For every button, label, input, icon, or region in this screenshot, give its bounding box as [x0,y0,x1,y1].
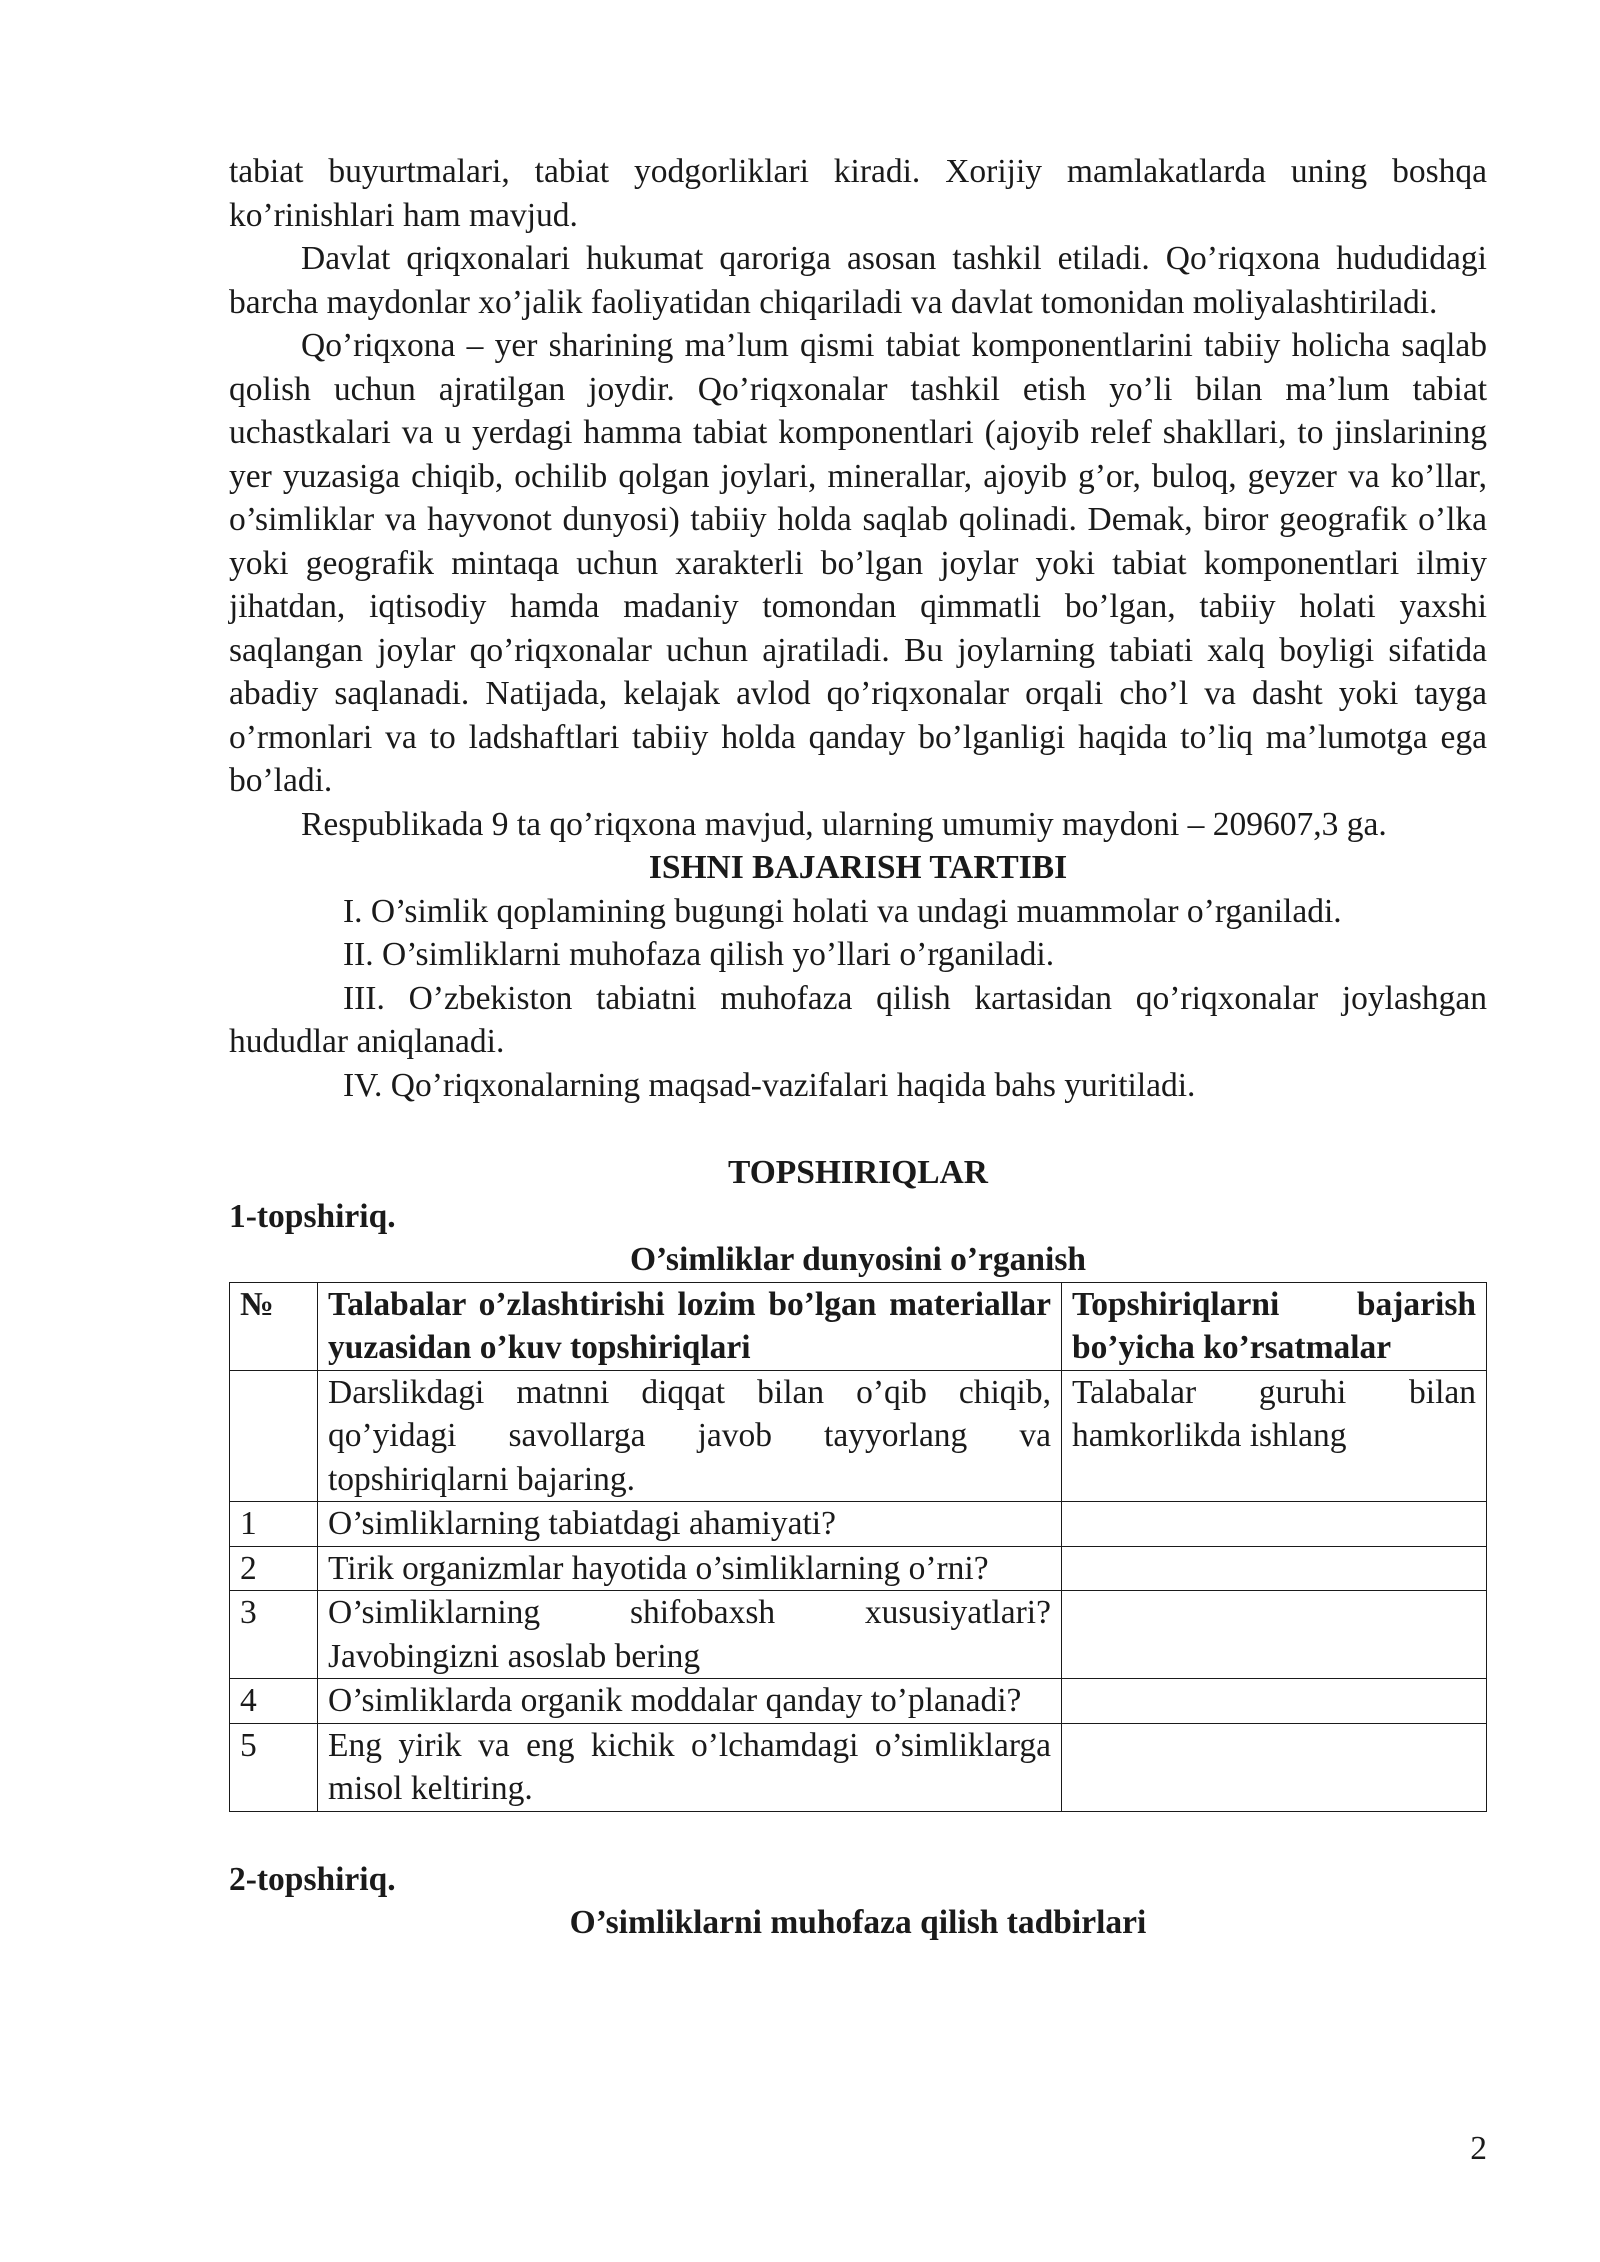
table-row [230,1370,1487,1502]
table-cell-task: O’simliklarning tabiatdagi ahamiyati? [318,1502,1062,1547]
paragraph-reserve-definition: Qo’riqxona – yer sharining ma’lum qismi tabiat komponentlarini tabiiy holicha saqlab qolish uchun ajratilgan joydir. Qo’riqxonalar tashkil etish yo’li bilan ma’lum tabiat uchastkalari va u yerdagi hamma tabiat komponentlari (ajoyib relef shakllari, to jinslarining yer yuzasiga chiqib, ochilib qolgan joylari, minerallar, ajoyib g’or, buloq, geyzer va ko’llar, o’simliklar va hayvonot dunyosi) tabiiy holda saqlab qolinadi. Demak, biror geografik o’lka yoki geografik mintaqa uchun xarakterli bo’lgan joylar yoki tabiat komponentlari ilmiy jihatdan, iqtisodiy hamda madaniy tomondan qimmatli bo’lgan, tabiiy holati yaxshi saqlangan joylar qo’riqxonalar uchun ajratiladi. Bu joylarning tabiati xalq boyligi sifatida abadiy saqlanadi. Natijada, kelajak avlod qo’riqxonalar orqali cho’l va dasht yoki tayga o’rmonlari va to ladshaftlari tabiiy holda qanday bo’lganligi haqida to’liq ma’lumotga ega bo’ladi. [229,327,1487,799]
procedure-step-2: II. O’simliklarni muhofaza qilish yo’llari o’rganiladi. [343,936,1055,973]
table-cell-task: O’simliklarning shifobaxsh xususiyatlari? Javobingizni asoslab bering [318,1591,1062,1679]
table-header-number: № [230,1282,318,1370]
procedure-heading: ISHNI BAJARISH TARTIBI [648,849,1068,886]
paragraph-intro: tabiat buyurtmalari, tabiat yodgorliklari kiradi. Xorijiy mamlakatlarda uning boshqa ko’rinishlari ham mavjud. [229,153,1487,234]
table-row [230,1591,1487,1679]
table-cell-number: 5 [230,1723,318,1811]
table-row [230,1502,1487,1547]
table-header-instructions: Topshiriqlarni bajarish bo’yicha ko’rsatmalar [1062,1282,1487,1370]
table-row [230,1679,1487,1724]
document-page [229,150,1487,1945]
table-cell-instruction [1062,1679,1487,1724]
table-header-row [230,1282,1487,1370]
task2-title: O’simliklarni muhofaza qilish tadbirlari [569,1904,1147,1941]
task1-table [229,1282,1487,1812]
table-row [230,1546,1487,1591]
task1-title: O’simliklar dunyosini o’rganish [629,1241,1087,1278]
tasks-heading: TOPSHIRIQLAR [727,1154,988,1191]
task1-label: 1-topshiriq. [229,1197,396,1235]
table-cell-instruction [1062,1546,1487,1591]
table-cell-instruction [1062,1723,1487,1811]
procedure-step-4: IV. Qo’riqxonalarning maqsad-vazifalari haqida bahs yuritiladi. [343,1066,1196,1104]
table-cell-task: Eng yirik va eng kichik o’lchamdagi o’simliklarga misol keltiring. [318,1723,1062,1811]
paragraph-republic-reserves: Respublikada 9 ta qo’riqxona mavjud, ularning umumiy maydoni – 209607,3 ga. [301,805,1387,843]
procedure-step-1: I. O’simlik qoplamining bugungi holati va undagi muammolar o’rganiladi. [343,892,1342,930]
table-cell-instruction [1062,1591,1487,1679]
table-cell-task: Tirik organizmlar hayotida o’simliklarning o’rni? [318,1546,1062,1591]
table-cell-number [230,1370,318,1502]
table-cell-number: 3 [230,1591,318,1679]
table-cell-number: 1 [230,1502,318,1547]
procedure-step-3: III. O’zbekiston tabiatni muhofaza qilish kartasidan qo’riqxonalar joylashgan hududlar aniqlanadi. [229,979,1487,1060]
table-cell-number: 2 [230,1546,318,1591]
table-cell-instruction: Talabalar guruhi bilan hamkorlikda ishlang [1062,1370,1487,1502]
table-cell-task: O’simliklarda organik moddalar qanday to’planadi? [318,1679,1062,1724]
table-cell-instruction [1062,1502,1487,1547]
table-cell-task: Darslikdagi matnni diqqat bilan o’qib chiqib, qo’yidagi savollarga javob tayyorlang va topshiriqlarni bajaring. [318,1370,1062,1502]
table-row [230,1723,1487,1811]
table-header-tasks: Talabalar o’zlashtirishi lozim bo’lgan materiallar yuzasidan o’kuv topshiriqlari [318,1282,1062,1370]
task2-label: 2-topshiriq. [229,1860,396,1898]
table-cell-number: 4 [230,1679,318,1724]
page-number: 2 [1470,2130,1487,2167]
paragraph-state-reserves: Davlat qriqxonalari hukumat qaroriga asosan tashkil etiladi. Qo’riqxona hududidagi barcha maydonlar xo’jalik faoliyatidan chiqariladi va davlat tomonidan moliyalashtiriladi. [229,240,1487,321]
